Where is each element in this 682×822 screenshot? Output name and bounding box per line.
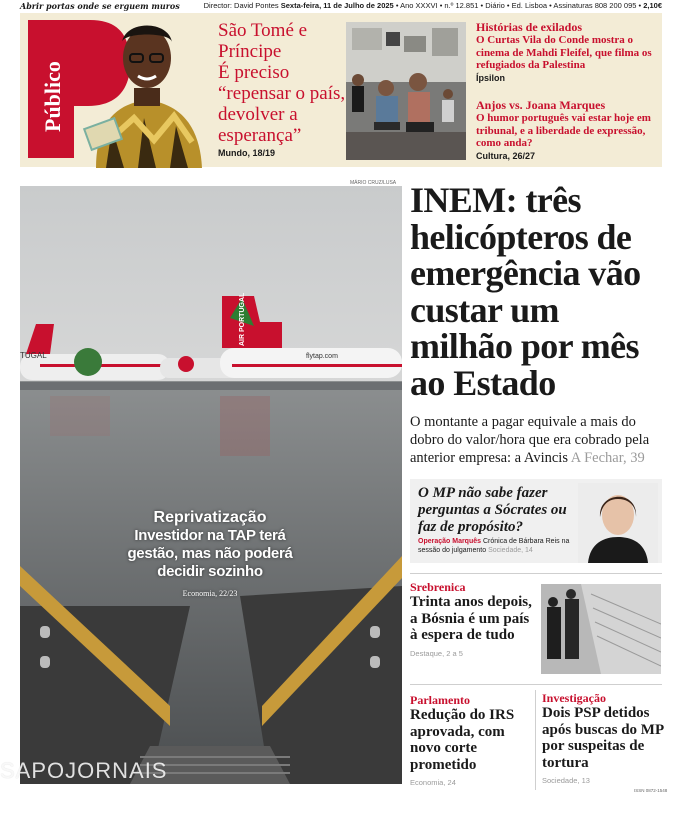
logo-text: Público bbox=[40, 61, 65, 132]
tail-text-left: TUGAL bbox=[20, 351, 47, 360]
teaser-exilados[interactable] bbox=[476, 20, 660, 83]
story-ref: Sociedade, 13 bbox=[542, 776, 590, 785]
divider-3 bbox=[535, 690, 536, 790]
watermark: SAPOJORNAIS bbox=[0, 758, 168, 783]
srebrenica-photo bbox=[541, 584, 661, 674]
caption-body: Investidor na TAP terá gestão, mas não poderá decidir sozinho bbox=[127, 527, 293, 580]
teaser-body: O humor português vai estar hoje em tribunal, e a liberdade de expressão, como anda? bbox=[476, 112, 651, 150]
teaser-kicker: Histórias de exilados bbox=[476, 20, 583, 34]
caption-ref: Economia, 22/23 bbox=[182, 589, 238, 598]
story-kicker: Srebrenica bbox=[410, 580, 466, 594]
portrait-photo bbox=[82, 18, 212, 168]
columnist-photo bbox=[578, 483, 658, 563]
story-parlamento[interactable] bbox=[410, 693, 532, 787]
photo-caption[interactable] bbox=[110, 508, 310, 598]
teaser-ref: Ípsilon bbox=[476, 72, 505, 83]
opinion-text: Crónica de Bárbara Reis na sessão do julgamento bbox=[418, 538, 570, 554]
divider-2 bbox=[410, 684, 662, 685]
story-title: Trinta anos depois, a Bósnia é um país à espera de tudo bbox=[410, 594, 532, 643]
photo-credit: MÁRIO CRUZ/LUSA bbox=[350, 180, 397, 186]
story-title: Redução do IRS aprovada, com novo corte prometido bbox=[410, 707, 515, 773]
director: Director: David Pontes bbox=[203, 1, 279, 10]
lead-deck bbox=[410, 413, 662, 467]
price: 2,10€ bbox=[643, 1, 662, 10]
lead-headline[interactable]: INEM: três helicópteros de emergência vão custar um milhão por mês ao Estado bbox=[410, 180, 641, 403]
caption-title: Reprivatização bbox=[153, 509, 267, 526]
exiles-photo[interactable] bbox=[346, 22, 466, 160]
story-srebrenica[interactable] bbox=[410, 580, 534, 658]
opinion-box[interactable] bbox=[410, 479, 662, 563]
divider-1 bbox=[410, 573, 662, 574]
story-kicker: Parlamento bbox=[410, 693, 470, 707]
opinion-keyword: Operação Marquês bbox=[418, 538, 482, 545]
teaser-subtitle: É preciso “repensar o país, devolver a esperança” bbox=[218, 62, 346, 146]
teaser-ref: Mundo, 18/19 bbox=[218, 148, 276, 158]
issue-info: • Ano XXXVI • n.º 12.851 • Diário • Ed. Lisboa • Assinaturas 808 200 095 • bbox=[395, 1, 642, 10]
issn: ISSN 0872-1548 bbox=[634, 788, 668, 793]
story-ref: Economia, 24 bbox=[410, 778, 456, 787]
story-title: Dois PSP detidos após buscas do MP por suspeitas de tortura bbox=[542, 705, 664, 771]
opinion-sub bbox=[418, 537, 588, 555]
story-investigacao[interactable] bbox=[542, 691, 666, 785]
teaser-ref: Cultura, 26/27 bbox=[476, 150, 536, 161]
story-ref: Destaque, 2 a 5 bbox=[410, 648, 463, 658]
teaser-anjos[interactable] bbox=[476, 98, 660, 161]
deck-text: O montante a pagar equivale a mais do dobro do valor/hora que era cobrado pela anterior empresa: a Avincis bbox=[410, 414, 650, 466]
fuselage-text: flytap.com bbox=[306, 353, 338, 360]
teaser-sao-tome[interactable] bbox=[218, 20, 350, 158]
teaser-body: O Curtas Vila do Conde mostra o cinema de Mahdi Fleifel, que filma os refugiados da Palestina bbox=[476, 34, 652, 72]
deck-ref: A Fechar, 39 bbox=[570, 450, 645, 466]
issue-date: Sexta-feira, 11 de Julho de 2025 bbox=[280, 1, 394, 10]
slogan: Abrir portas onde se erguem muros bbox=[20, 1, 180, 11]
teaser-kicker: Anjos vs. Joana Marques bbox=[476, 98, 606, 112]
story-kicker: Investigação bbox=[542, 691, 606, 705]
opinion-question: O MP não sabe fazer perguntas a Sócrates ou faz de propósito? bbox=[418, 485, 567, 535]
issue-meta bbox=[204, 0, 662, 12]
top-line bbox=[20, 0, 662, 12]
teaser-title: São Tomé e Príncipe bbox=[218, 20, 308, 62]
tail-text-air-portugal: AIR PORTUGAL bbox=[239, 292, 246, 346]
opinion-section: Sociedade, 14 bbox=[488, 547, 533, 554]
main-photo[interactable] bbox=[20, 186, 402, 784]
